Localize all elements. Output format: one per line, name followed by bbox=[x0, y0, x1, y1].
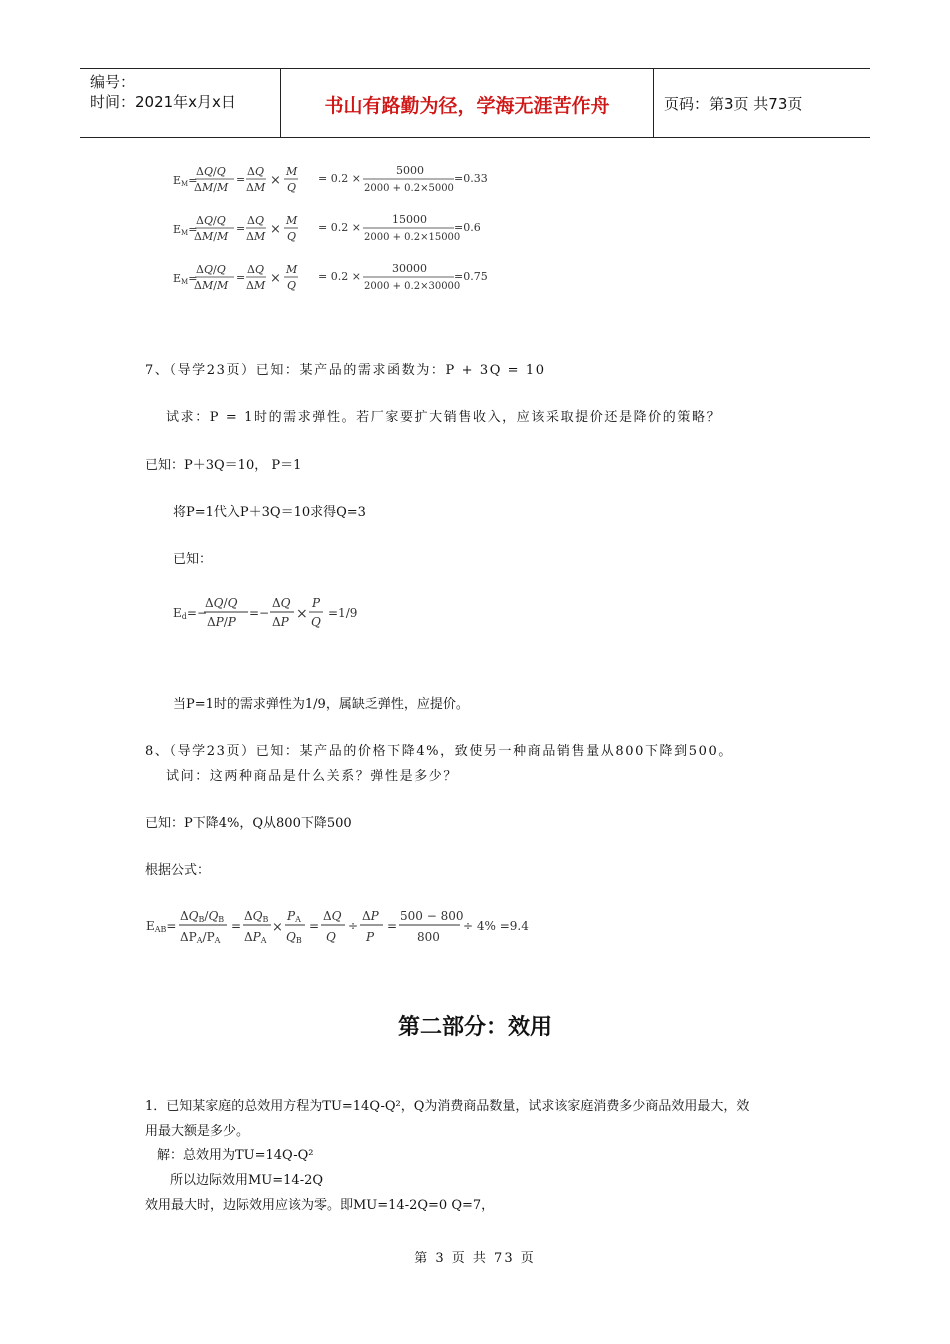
svg-text:30000: 30000 bbox=[392, 262, 427, 275]
svg-text:M: M bbox=[286, 263, 298, 276]
svg-text:M: M bbox=[286, 214, 298, 227]
svg-text:Q: Q bbox=[326, 930, 336, 944]
price-elasticity-formula bbox=[170, 592, 370, 636]
svg-text:ΔQ/Q: ΔQ/Q bbox=[196, 165, 226, 178]
part2-solution-line: 解：总效用为TU=14Q-Q² bbox=[157, 1148, 314, 1163]
svg-text:2000 + 0.2×15000: 2000 + 0.2×15000 bbox=[364, 232, 461, 243]
svg-text:ΔM/M: ΔM/M bbox=[194, 181, 229, 194]
svg-text:= 0.2 ×: = 0.2 × bbox=[318, 172, 361, 185]
svg-text:P: P bbox=[366, 930, 375, 944]
svg-text:ΔQ: ΔQ bbox=[323, 909, 342, 923]
svg-text:÷: ÷ bbox=[348, 919, 359, 933]
svg-text:=0.33: =0.33 bbox=[454, 172, 488, 185]
q8-question: 8、（导学23页）已知：某产品的价格下降4%，致使另一种商品销售量从800下降到500。 bbox=[145, 744, 733, 759]
svg-text:×: × bbox=[270, 173, 281, 188]
svg-text:PA: PA bbox=[287, 909, 301, 924]
q8-ask: 试问：这两种商品是什么关系？弹性是多少？ bbox=[166, 769, 459, 784]
svg-text:ΔQB/QB: ΔQB/QB bbox=[180, 909, 225, 924]
svg-text:15000: 15000 bbox=[392, 213, 427, 226]
header-motto: 书山有路勤为径，学海无涯苦作舟 bbox=[324, 95, 610, 117]
header-center-cell bbox=[281, 69, 654, 137]
q7-ask: 试求：P = 1时的需求弹性。若厂家要扩大销售收入，应该采取提价还是降价的策略？ bbox=[166, 410, 722, 425]
svg-text:ΔP: ΔP bbox=[362, 909, 379, 923]
q8-known: 已知：P下降4%，Q从800下降500 bbox=[145, 816, 352, 831]
svg-text:ΔP/P: ΔP/P bbox=[207, 615, 236, 629]
part2-max-utility-line: 效用最大时，边际效用应该为零。即MU=14-2Q=0 Q=7， bbox=[145, 1198, 495, 1213]
header-left-cell bbox=[80, 69, 281, 137]
svg-text:Q: Q bbox=[311, 615, 321, 629]
svg-text:= 0.2 ×: = 0.2 × bbox=[318, 270, 361, 283]
q7-conclusion: 当P=1时的需求弹性为1/9，属缺乏弹性，应提价。 bbox=[173, 697, 469, 712]
part2-marginal-utility-line: 所以边际效用MU=14-2Q bbox=[170, 1173, 324, 1188]
svg-text:ΔM: ΔM bbox=[246, 279, 266, 292]
svg-text:ΔPA: ΔPA bbox=[244, 930, 267, 945]
svg-text:×: × bbox=[272, 920, 283, 935]
svg-text:=: = bbox=[309, 919, 320, 933]
svg-text:÷ 4% =9.4: ÷ 4% =9.4 bbox=[463, 919, 529, 933]
svg-text:ΔM/M: ΔM/M bbox=[194, 279, 229, 292]
svg-text:Q: Q bbox=[287, 279, 297, 292]
svg-text:QB: QB bbox=[286, 930, 302, 945]
q7-known2: 已知： bbox=[173, 552, 213, 567]
svg-text:2000 + 0.2×5000: 2000 + 0.2×5000 bbox=[364, 183, 454, 194]
q7-substitute: 将P=1代入P＋3Q＝10求得Q=3 bbox=[173, 505, 366, 520]
svg-text:5000: 5000 bbox=[396, 164, 424, 177]
svg-text:×: × bbox=[270, 222, 281, 237]
svg-text:=: = bbox=[387, 919, 398, 933]
time-label: 时间：2021年x月x日 bbox=[90, 93, 236, 111]
page-indicator: 页码：第3页 共73页 bbox=[664, 95, 803, 113]
svg-text:Ed=−: Ed=− bbox=[173, 606, 207, 621]
header-right-cell bbox=[654, 69, 870, 137]
svg-text:=: = bbox=[236, 222, 246, 235]
svg-text:ΔPA/PA: ΔPA/PA bbox=[180, 930, 221, 945]
page-footer: 第 3 页 共 73 页 bbox=[414, 1251, 536, 1266]
svg-text:=: = bbox=[231, 919, 242, 933]
svg-text:ΔM: ΔM bbox=[246, 181, 266, 194]
svg-text:2000 + 0.2×30000: 2000 + 0.2×30000 bbox=[364, 281, 461, 292]
svg-text:Q: Q bbox=[287, 181, 297, 194]
q7-known: 已知：P＋3Q＝10， P＝1 bbox=[145, 458, 302, 473]
svg-text:EAB=: EAB= bbox=[146, 919, 177, 934]
svg-text:=0.75: =0.75 bbox=[454, 270, 488, 283]
income-elasticity-formula-1 bbox=[170, 160, 500, 200]
svg-text:ΔQ: ΔQ bbox=[247, 165, 264, 178]
svg-text:=0.6: =0.6 bbox=[454, 221, 481, 234]
q7-question: 7、（导学23页）已知：某产品的需求函数为：P + 3Q = 10 bbox=[145, 363, 546, 378]
page-header bbox=[80, 68, 870, 138]
svg-text:=−: =− bbox=[249, 606, 270, 620]
q8-formula-label: 根据公式： bbox=[145, 863, 211, 878]
income-elasticity-formula-3 bbox=[170, 258, 500, 298]
svg-text:P: P bbox=[312, 596, 321, 610]
svg-text:×: × bbox=[270, 271, 281, 286]
svg-text:=1/9: =1/9 bbox=[328, 606, 358, 620]
svg-text:ΔQ: ΔQ bbox=[272, 596, 291, 610]
svg-text:ΔM: ΔM bbox=[246, 230, 266, 243]
svg-text:500 − 800: 500 − 800 bbox=[400, 909, 464, 923]
svg-text:ΔQ/Q: ΔQ/Q bbox=[196, 263, 226, 276]
svg-text:EM=: EM= bbox=[173, 223, 198, 237]
income-elasticity-formula-2 bbox=[170, 209, 500, 249]
svg-text:ΔQ: ΔQ bbox=[247, 214, 264, 227]
part2-problem-line2: 用最大额是多少。 bbox=[145, 1124, 250, 1139]
svg-text:ΔQ: ΔQ bbox=[247, 263, 264, 276]
svg-text:=: = bbox=[236, 271, 246, 284]
svg-text:EM=: EM= bbox=[173, 174, 198, 188]
svg-text:=: = bbox=[236, 173, 246, 186]
cross-elasticity-formula bbox=[143, 903, 543, 951]
svg-text:ΔQ/Q: ΔQ/Q bbox=[196, 214, 226, 227]
svg-text:= 0.2 ×: = 0.2 × bbox=[318, 221, 361, 234]
doc-number-label: 编号： bbox=[90, 73, 136, 91]
svg-text:EM=: EM= bbox=[173, 272, 198, 286]
svg-text:ΔM/M: ΔM/M bbox=[194, 230, 229, 243]
section-title: 第二部分：效用 bbox=[397, 1015, 552, 1040]
svg-text:ΔP: ΔP bbox=[272, 615, 289, 629]
svg-text:ΔQ/Q: ΔQ/Q bbox=[205, 596, 238, 610]
svg-text:ΔQB: ΔQB bbox=[244, 909, 269, 924]
svg-text:800: 800 bbox=[417, 930, 440, 944]
part2-problem-line1: 1．已知某家庭的总效用方程为TU=14Q-Q²，Q为消费商品数量，试求该家庭消费多少商品效用最大，效 bbox=[145, 1099, 750, 1114]
svg-text:×: × bbox=[296, 606, 308, 622]
svg-text:Q: Q bbox=[287, 230, 297, 243]
svg-text:M: M bbox=[286, 165, 298, 178]
